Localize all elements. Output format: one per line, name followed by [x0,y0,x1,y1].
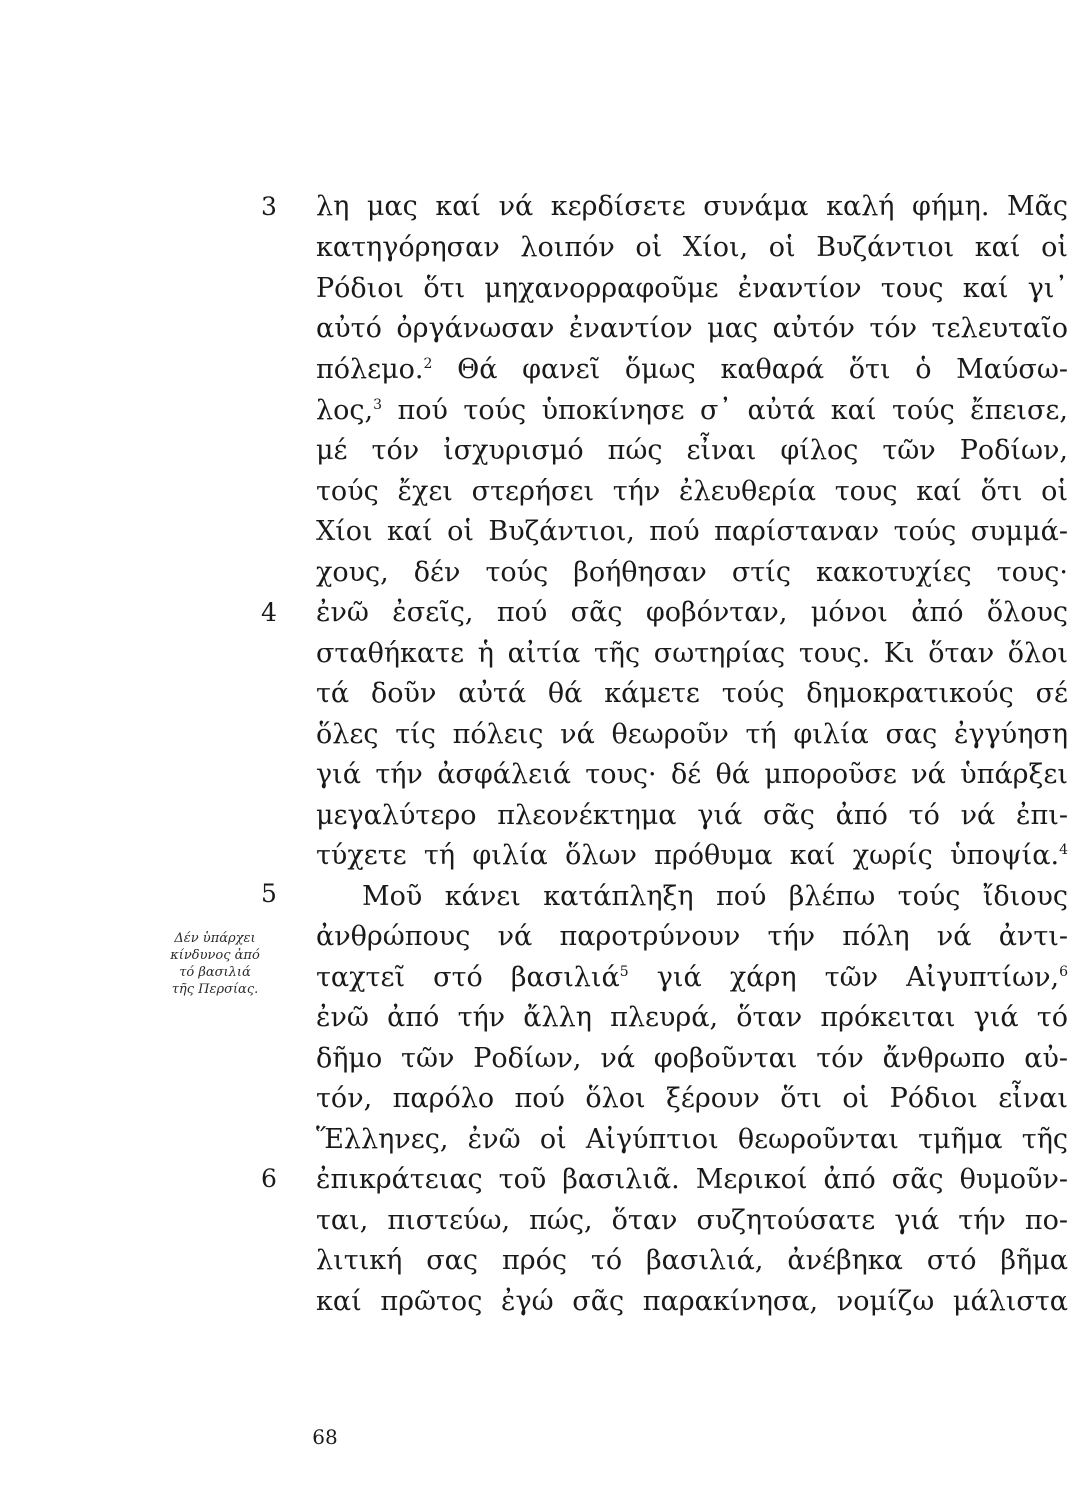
text-line: κατηγόρησαν λοιπόν οἱ Χίοι, οἱ Βυζάντιοι καί οἱ [316,232,1068,263]
text-line: μέ τόν ἰσχυρισμό πώς εἶναι φίλος τῶν Ροδίων, [316,435,1068,466]
text-line: ταχτεῖ στό βασιλιά$^5$ γιά χάρη τῶν Αἰγυπτίων,$^6$ [316,962,1068,993]
text-line: ἀνθρώπους νά παροτρύνουν τήν πόλη νά ἀντι- [316,921,1068,952]
margin-note-line: Δέν ὑπάρχει [174,931,256,946]
text-line: Χίοι καί οἱ Βυζάντιοι, πού παρίσταναν τούς συμμά- [316,516,1068,547]
text-line: ὅλες τίς πόλεις νά θεωροῦν τή φιλία σας ἐγγύηση [316,719,1068,750]
text-line: λος,$^3$ πού τούς ὑποκίνησε σ᾽ αὐτά καί τούς ἔπεισε, [316,395,1068,426]
text-line: σταθήκατε ἡ αἰτία τῆς σωτηρίας τους. Κι ὅταν ὅλοι [316,638,1068,669]
section-number: 6 [261,1164,277,1193]
text-line: ἐνῶ ἐσεῖς, πού σᾶς φοβόνταν, μόνοι ἀπό ὅλους [316,597,1068,628]
text-line: χους, δέν τούς βοήθησαν στίς κακοτυχίες τους· [316,557,1068,588]
text-line: μεγαλύτερο πλεονέκτημα γιά σᾶς ἀπό τό νά ἐπι- [316,800,1068,831]
margin-note-line: τό βασιλιά [179,965,251,980]
text-line: λιτική σας πρός τό βασιλιά, ἀνέβηκα στό βῆμα [316,1245,1068,1276]
footnote-marker: 2 [423,356,433,372]
text-line: λη μας καί νά κερδίσετε συνάμα καλή φήμη. Μᾶς [316,191,1068,222]
text-line: τούς ἔχει στερήσει τήν ἐλευθερία τους καί ὅτι οἱ [316,476,1068,507]
footnote-marker: 4 [1059,842,1068,858]
footnote-marker: 6 [1059,964,1068,980]
text-line: καί πρῶτος ἐγώ σᾶς παρακίνησα, νομίζω μάλιστα [316,1286,1068,1317]
text-line: Ρόδιοι ὅτι μηχανορραφοῦμε ἐναντίον τους καί γι᾽ [316,273,1068,304]
text-line: γιά τήν ἀσφάλειά τους· δέ θά μποροῦσε νά ὑπάρξει [316,759,1068,790]
text-line: τόν, παρόλο πού ὅλοι ξέρουν ὅτι οἱ Ρόδιοι εἶναι [316,1083,1068,1114]
page-number: 68 [312,1425,338,1449]
text-line: ἐνῶ ἀπό τήν ἄλλη πλευρά, ὅταν πρόκειται γιά τό [316,1002,1068,1033]
text-line: Ἕλληνες, ἐνῶ οἱ Αἰγύπτιοι θεωροῦνται τμῆμα τῆς [316,1124,1068,1155]
text-line: Μοῦ κάνει κατάπληξη πού βλέπω τούς ἴδιους [362,881,1068,912]
text-line: τά δοῦν αὐτά θά κάμετε τούς δημοκρατικούς σέ [316,678,1068,709]
text-line: δῆμο τῶν Ροδίων, νά φοβοῦνται τόν ἄνθρωπο αὐ- [316,1043,1068,1074]
margin-note [140,930,290,998]
footnote-marker: 5 [619,964,629,980]
footnote-marker: 3 [373,397,382,413]
section-number: 3 [261,192,277,221]
text-line: ται, πιστεύω, πώς, ὅταν συζητούσατε γιά τήν πο- [316,1205,1068,1236]
text-line: ἐπικράτειας τοῦ βασιλιᾶ. Μερικοί ἀπό σᾶς θυμοῦν- [316,1164,1068,1195]
text-line: πόλεμο.$^2$ Θά φανεῖ ὅμως καθαρά ὅτι ὁ Μαύσω- [316,354,1068,385]
text-line: τύχετε τή φιλία ὅλων πρόθυμα καί χωρίς ὑποψία.$^4$ [316,840,1068,871]
margin-note-line: κίνδυνος ἀπό [170,948,260,963]
section-number: 5 [261,879,277,908]
margin-note-line: τῆς Περσίας. [171,982,259,997]
section-number: 4 [261,598,277,627]
text-line: αὐτό ὀργάνωσαν ἐναντίον μας αὐτόν τόν τελευταῖο [316,313,1068,344]
